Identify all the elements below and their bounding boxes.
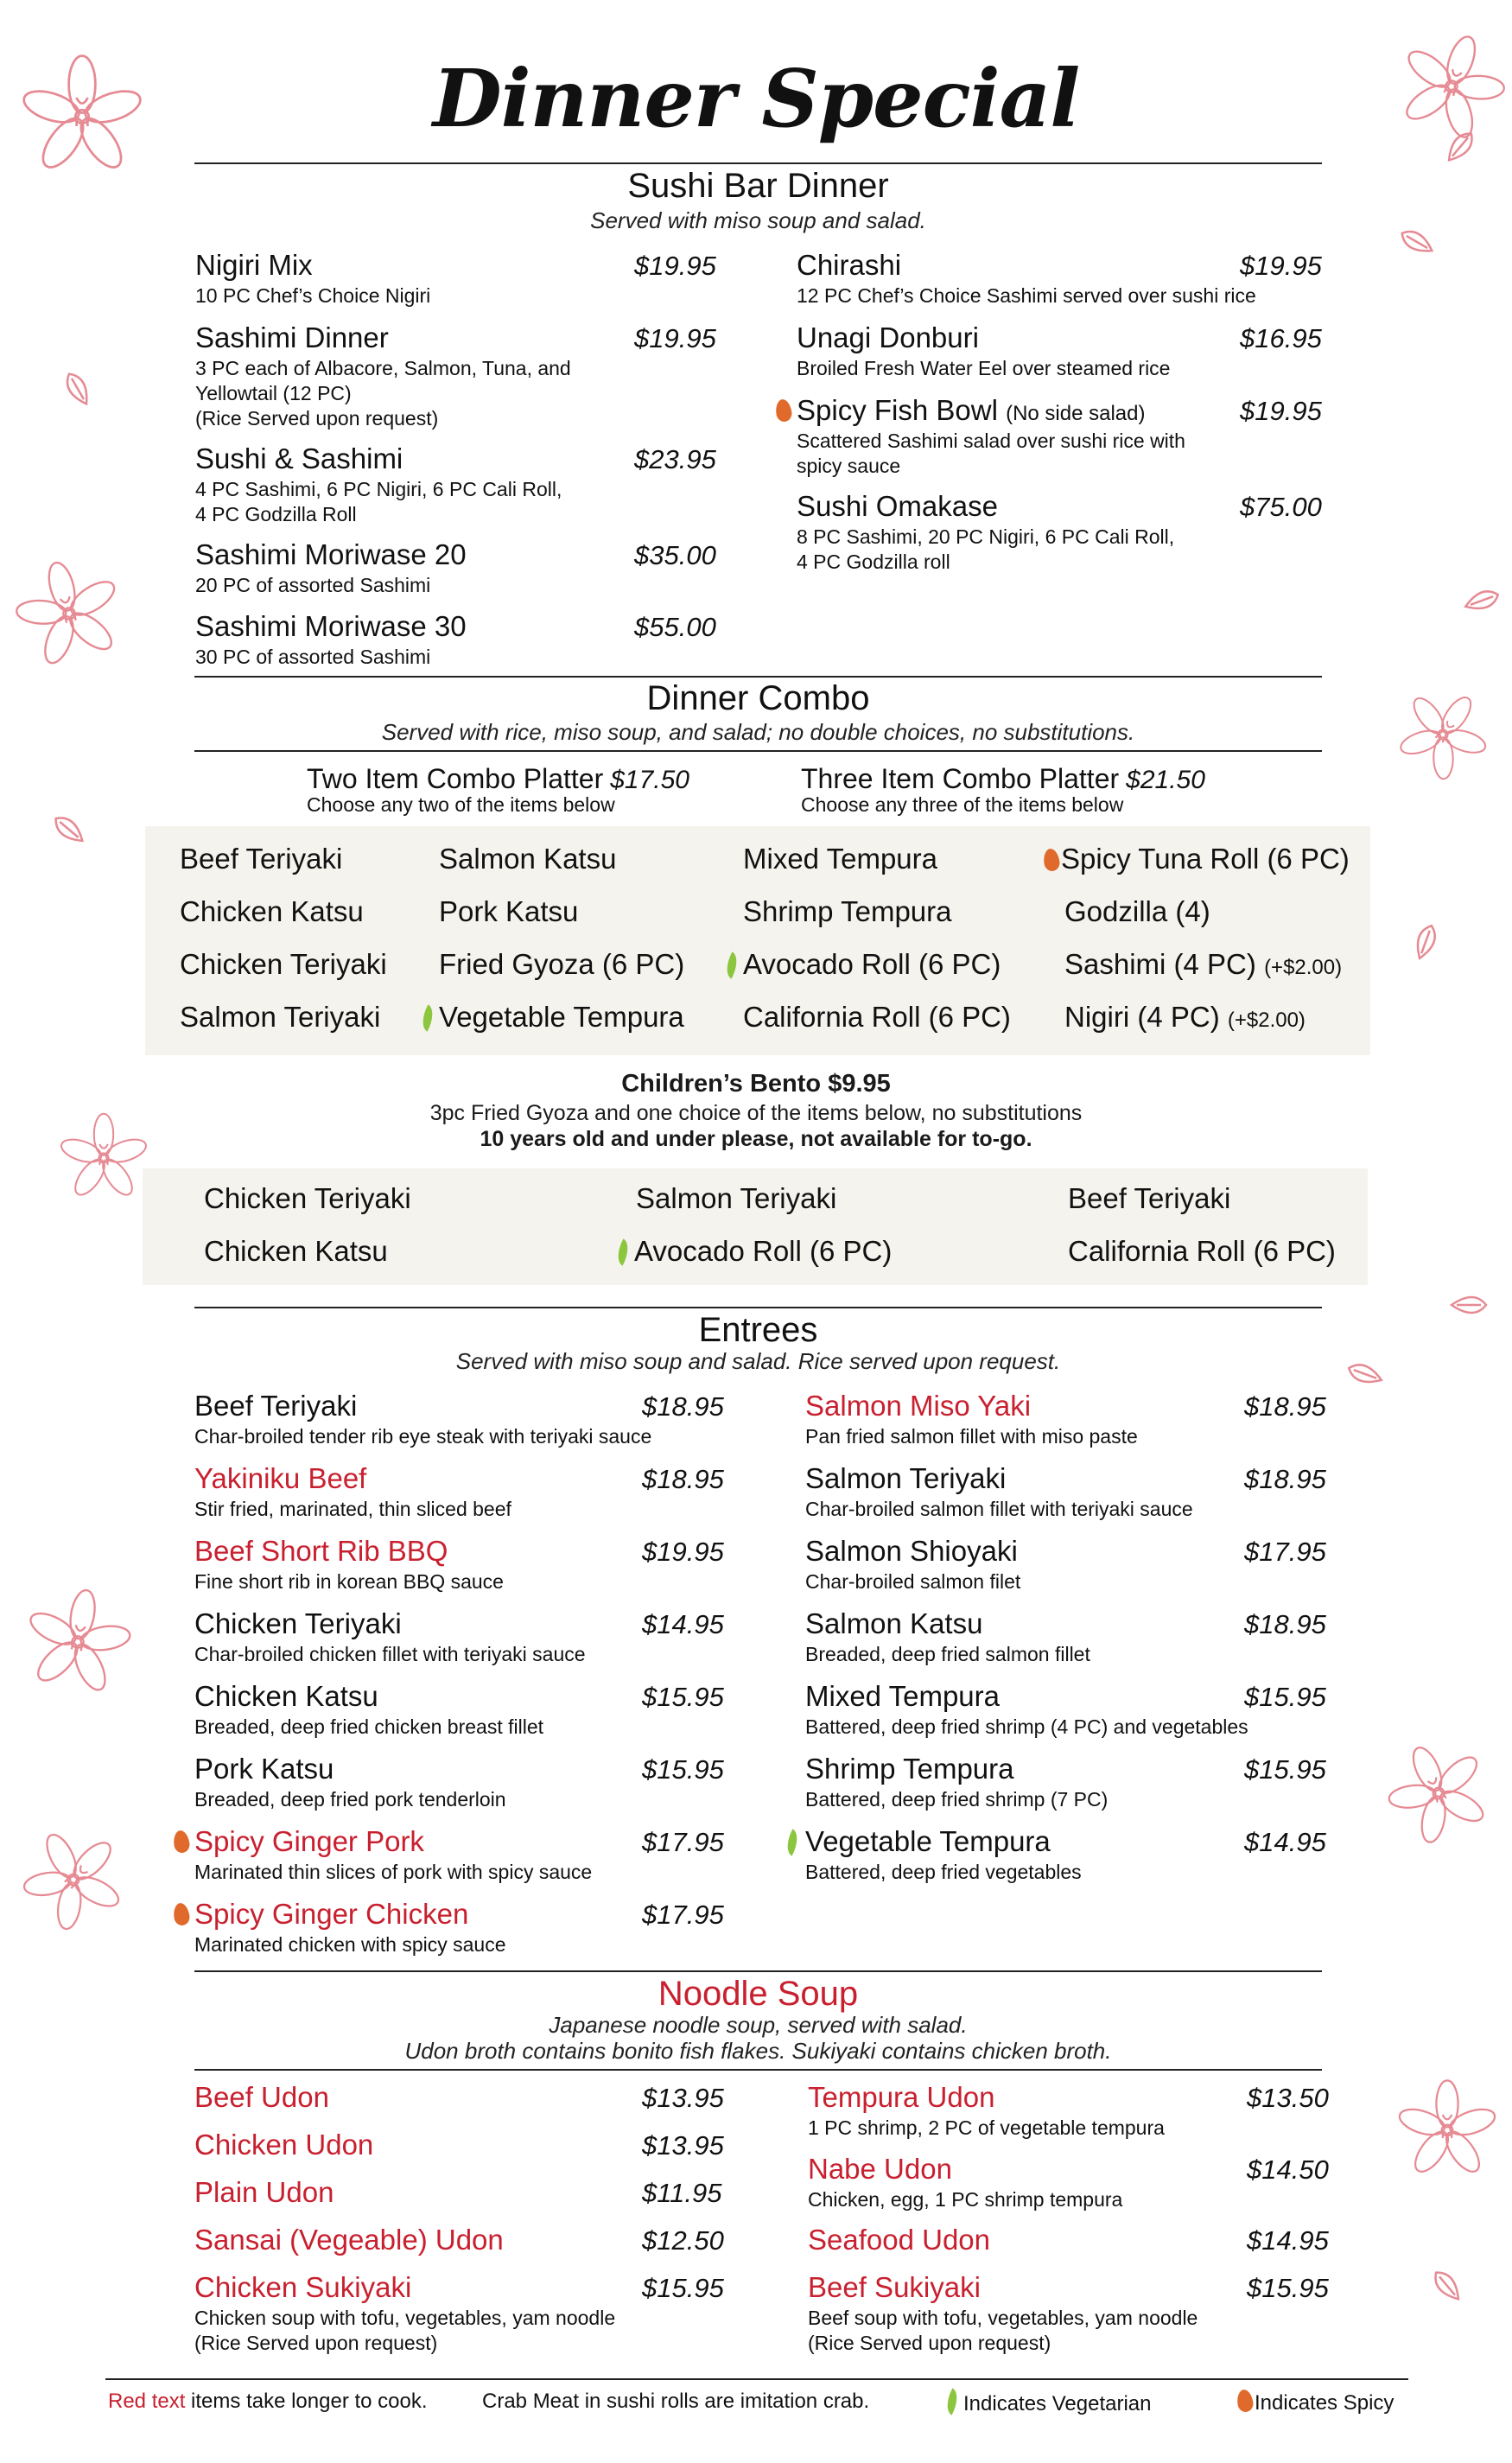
menu-item: Shrimp Tempura $15.95 Battered, deep fried shrimp (7 PC)	[805, 1753, 1326, 1811]
footer-red-text-note: Red text items take longer to cook.	[108, 2390, 428, 2413]
combo-choice: Godzilla (4)	[1064, 895, 1210, 927]
menu-item: Chicken Udon $13.95	[194, 2129, 724, 2161]
footer-spicy-legend: Indicates Spicy	[1237, 2390, 1394, 2415]
combo-two-item-desc: Choose any two of the items below	[307, 793, 615, 816]
section-subtitle-noodle-soup: Udon broth contains bonito fish flakes. Sukiyaki contains chicken broth.	[404, 2038, 1112, 2064]
leaf-icon	[781, 1829, 804, 1855]
flame-icon	[172, 1902, 190, 1926]
kids-choice: Chicken Teriyaki	[204, 1182, 411, 1214]
section-subtitle-sushi-bar: Served with miso soup and salad.	[590, 207, 926, 233]
menu-item: Chicken Teriyaki $14.95 Char-broiled chicken fillet with teriyaki sauce	[194, 1607, 724, 1665]
menu-item: Beef Short Rib BBQ $19.95 Fine short rib in korean BBQ sauce	[194, 1535, 724, 1593]
menu-item: Sashimi Moriwase 30 $55.00 30 PC of assorted Sashimi	[195, 610, 716, 668]
combo-choice: Nigiri (4 PC) (+$2.00)	[1064, 1001, 1306, 1033]
menu-item: Salmon Miso Yaki $18.95 Pan fried salmon fillet with miso paste	[805, 1390, 1326, 1448]
divider	[194, 1307, 1322, 1308]
section-title-entrees: Entrees	[698, 1311, 818, 1349]
combo-two-item: Two Item Combo Platter $17.50	[307, 763, 689, 794]
menu-item: Yakiniku Beef $18.95 Stir fried, marinated, thin sliced beef	[194, 1462, 724, 1520]
menu-item: Beef Teriyaki $18.95 Char-broiled tender rib eye steak with teriyaki sauce	[194, 1390, 724, 1448]
menu-item: Chicken Katsu $15.95 Breaded, deep fried chicken breast fillet	[194, 1680, 724, 1738]
orchid-flower-icon	[1382, 1737, 1495, 1849]
flame-icon	[1042, 848, 1060, 872]
menu-item: Chicken Sukiyaki $15.95 Chicken soup with tofu, vegetables, yam noodle (Rice Served upon request)	[194, 2271, 724, 2354]
divider	[194, 676, 1322, 678]
section-title-dinner-combo: Dinner Combo	[646, 679, 870, 717]
petal-icon	[1391, 216, 1443, 268]
petal-icon	[1339, 1348, 1391, 1400]
combo-choice: Pork Katsu	[439, 895, 579, 927]
orchid-flower-icon	[17, 1582, 138, 1702]
leaf-icon	[941, 2388, 963, 2415]
combo-choice: Chicken Teriyaki	[180, 948, 387, 980]
petal-icon	[1460, 579, 1503, 622]
section-title-sushi-bar: Sushi Bar Dinner	[627, 167, 889, 205]
kids-bento-note: 10 years old and under please, not available for to-go.	[480, 1127, 1032, 1151]
divider	[194, 2069, 1322, 2071]
menu-item: Salmon Shioyaki $17.95 Char-broiled salmon filet	[805, 1535, 1326, 1593]
orchid-flower-icon	[9, 553, 130, 674]
orchid-flower-icon	[1391, 683, 1495, 786]
kids-choice: Beef Teriyaki	[1068, 1182, 1231, 1214]
menu-item: Sashimi Moriwase 20 $35.00 20 PC of assorted Sashimi	[195, 538, 716, 596]
combo-three-item-desc: Choose any three of the items below	[801, 793, 1124, 816]
menu-item: Spicy Fish Bowl (No side salad) $19.95 Scattered Sashimi salad over sushi rice with spicy sauce	[797, 394, 1332, 479]
menu-item: Tempura Udon $13.50 1 PC shrimp, 2 PC of vegetable tempura	[808, 2081, 1329, 2139]
menu-item: Seafood Udon $14.95	[808, 2224, 1329, 2256]
menu-item: Mixed Tempura $15.95 Battered, deep fried shrimp (4 PC) and vegetables	[805, 1680, 1326, 1738]
kids-bento-desc: 3pc Fried Gyoza and one choice of the items below, no substitutions	[429, 1101, 1083, 1125]
petal-icon	[1426, 2264, 1469, 2307]
orchid-flower-icon	[17, 1823, 130, 1936]
combo-choice: Beef Teriyaki	[180, 843, 343, 875]
menu-item: Spicy Ginger Chicken $17.95 Marinated chicken with spicy sauce	[194, 1898, 730, 1957]
menu-item: Spicy Ginger Pork $17.95 Marinated thin slices of pork with spicy sauce	[194, 1825, 730, 1885]
kids-bento-title: Children’s Bento $9.95	[621, 1070, 891, 1098]
menu-item: Sashimi Dinner $19.95 3 PC each of Albacore, Salmon, Tuna, and Yellowtail (12 PC) (Rice Served upon request)	[195, 321, 716, 430]
combo-choice: Avocado Roll (6 PC)	[726, 948, 1001, 981]
petal-icon	[52, 363, 104, 415]
menu-item: Beef Udon $13.95	[194, 2081, 724, 2113]
menu-item: Plain Udon $11.95	[194, 2176, 722, 2208]
menu-item: Beef Sukiyaki $15.95 Beef soup with tofu, vegetables, yam noodle (Rice Served upon request)	[808, 2271, 1329, 2354]
combo-choice: Salmon Katsu	[439, 843, 617, 875]
combo-choice: Chicken Katsu	[180, 895, 364, 927]
petal-icon	[1443, 1279, 1495, 1331]
menu-item: Nabe Udon $14.50 Chicken, egg, 1 PC shrimp tempura	[808, 2153, 1329, 2211]
divider	[194, 750, 1322, 752]
menu-item: Sushi & Sashimi $23.95 4 PC Sashimi, 6 PC Nigiri, 6 PC Cali Roll, 4 PC Godzilla Roll	[195, 442, 716, 525]
combo-choice: Fried Gyoza (6 PC)	[439, 948, 685, 980]
menu-item: Salmon Teriyaki $18.95 Char-broiled salmon fillet with teriyaki sauce	[805, 1462, 1326, 1520]
flame-icon	[172, 1830, 190, 1854]
menu-item: Vegetable Tempura $14.95 Battered, deep fried vegetables	[805, 1825, 1341, 1885]
menu-item: Pork Katsu $15.95 Breaded, deep fried pork tenderloin	[194, 1753, 724, 1811]
menu-item: Chirashi $19.95 12 PC Chef’s Choice Sashimi served over sushi rice	[797, 249, 1322, 307]
flame-icon	[1236, 2389, 1254, 2413]
combo-choice: Shrimp Tempura	[743, 895, 952, 927]
section-title-noodle-soup: Noodle Soup	[658, 1975, 859, 2013]
combo-three-item: Three Item Combo Platter $21.50	[801, 763, 1205, 794]
combo-choice: Mixed Tempura	[743, 843, 937, 875]
footer-crab-note: Crab Meat in sushi rolls are imitation crab.	[482, 2390, 870, 2413]
kids-choice: California Roll (6 PC)	[1068, 1235, 1336, 1267]
section-subtitle-entrees: Served with miso soup and salad. Rice served upon request.	[455, 1348, 1061, 1374]
menu-item: Sansai (Vegeable) Udon $12.50	[194, 2224, 724, 2256]
petal-icon	[1400, 916, 1452, 968]
orchid-flower-icon	[1391, 2074, 1503, 2186]
menu-item: Sushi Omakase $75.00 8 PC Sashimi, 20 PC Nigiri, 6 PC Cali Roll, 4 PC Godzilla roll	[797, 490, 1322, 573]
combo-choice: Vegetable Tempura	[422, 1001, 684, 1034]
kids-choice: Salmon Teriyaki	[636, 1182, 837, 1214]
petal-icon	[43, 804, 95, 856]
divider	[194, 162, 1322, 164]
menu-item: Salmon Katsu $18.95 Breaded, deep fried salmon fillet	[805, 1607, 1326, 1665]
combo-choice: California Roll (6 PC)	[743, 1001, 1011, 1033]
footer-vegetarian-legend: Indicates Vegetarian	[946, 2390, 1152, 2416]
divider	[105, 2378, 1408, 2380]
combo-choice: Sashimi (4 PC) (+$2.00)	[1064, 948, 1343, 980]
combo-choice: Spicy Tuna Roll (6 PC)	[1044, 843, 1350, 875]
kids-choice: Chicken Katsu	[204, 1235, 388, 1267]
section-subtitle-noodle-soup: Japanese noodle soup, served with salad.	[549, 2012, 968, 2038]
divider	[194, 1970, 1322, 1972]
section-subtitle-dinner-combo: Served with rice, miso soup, and salad; no double choices, no substitutions.	[381, 719, 1135, 745]
kids-choice: Avocado Roll (6 PC)	[617, 1235, 892, 1268]
combo-choice: Salmon Teriyaki	[180, 1001, 381, 1033]
menu-item: Nigiri Mix $19.95 10 PC Chef’s Choice Nigiri	[195, 249, 716, 307]
flame-icon	[774, 398, 792, 423]
menu-item: Unagi Donburi $16.95 Broiled Fresh Water Eel over steamed rice	[797, 321, 1322, 379]
menu-title: Dinner Special	[432, 52, 1080, 145]
